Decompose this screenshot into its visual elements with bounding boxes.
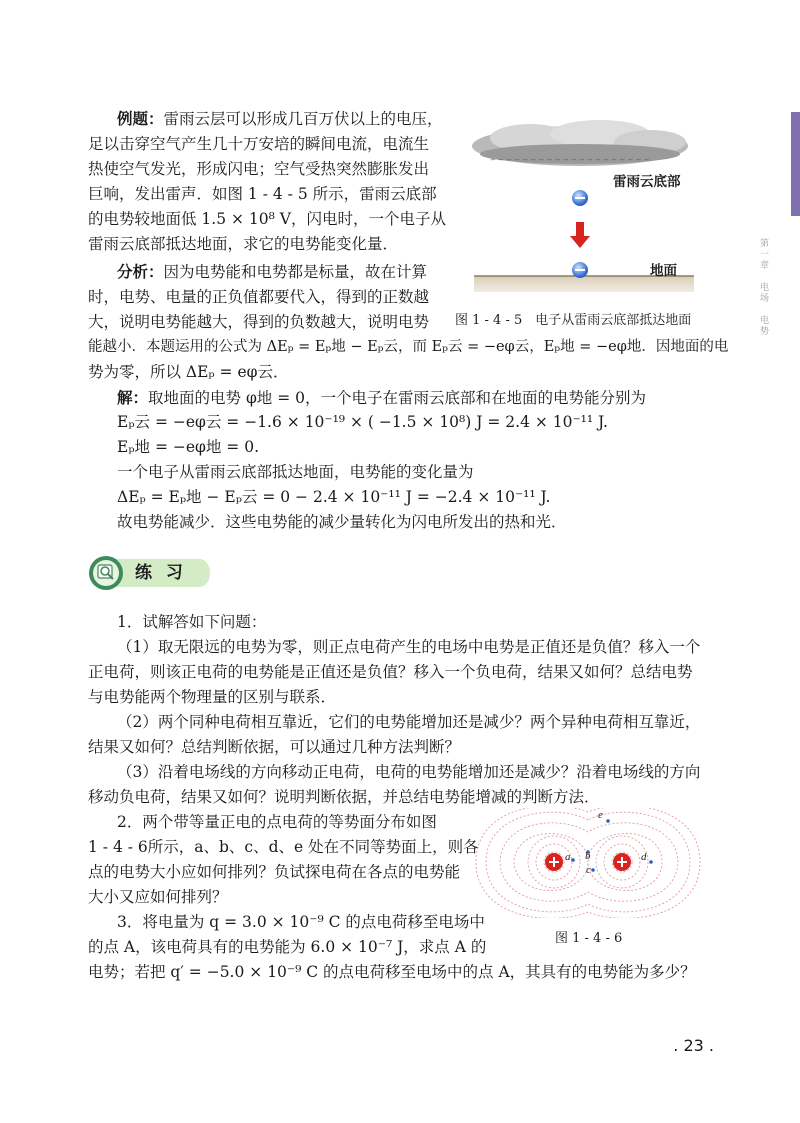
svg-text:− − − − − − − − − − − − − − −: − − − − − − − − − − − − − − − − − − − − bbox=[490, 156, 650, 164]
example-line-6: 雷雨云底部抵达地面，求它的电势能变化量． bbox=[88, 235, 399, 253]
exercise-title: 练 习 bbox=[135, 563, 187, 583]
example-line-2: 足以击穿空气产生几十万安培的瞬间电流，电流生 bbox=[88, 135, 430, 153]
exercise-q2-line3: 点的电势大小应如何排列？负试探电荷在各点的电势能 bbox=[88, 863, 461, 881]
example-line-1: 例题：雷雨云层可以形成几百万伏以上的电压， bbox=[117, 109, 443, 128]
exercise-q2-line4: 大小又应如何排列？ bbox=[88, 888, 228, 906]
chapter-marker-bar bbox=[791, 112, 800, 216]
analysis-line-2: 时，电势、电量的正负值都要代入，得到的正数越 bbox=[88, 288, 430, 306]
solution-line-3: Eₚ地 = −eφ地 = 0. bbox=[117, 438, 259, 456]
exercise-q3-line1: 3．将电量为 q = 3.0 × 10⁻⁹ C 的点电荷移至电场中 bbox=[117, 913, 485, 931]
exercise-q1-1-line1: （1）取无限远的电势为零，则正点电荷产生的电场中电势是正值还是负值？移入一个 bbox=[117, 638, 701, 656]
exercise-q1-2-line1: （2）两个同种电荷相互靠近，它们的电势能增加还是减少？两个异种电荷相互靠近， bbox=[117, 713, 701, 731]
thundercloud bbox=[472, 120, 688, 166]
exercise-q1-3-line2: 移动负电荷，结果又如何？说明判断依据，并总结电势能增减的判断方法． bbox=[88, 788, 600, 806]
positive-charge-right bbox=[613, 853, 631, 871]
exercise-q2-line1: 2．两个带等量正电的点电荷的等势面分布如图 bbox=[117, 813, 437, 831]
analysis-line-4: 能越小．本题运用的公式为 ΔEₚ = Eₚ地 − Eₚ云，而 Eₚ云 = −eφ云，Eₚ地 = −eφ地．因地面的电 bbox=[88, 339, 729, 355]
solution-line-2: Eₚ云 = −eφ云 = −1.6 × 10⁻¹⁹ × ( −1.5 × 10⁸) J = 2.4 × 10⁻¹¹ J. bbox=[117, 413, 608, 431]
point-b-label: b bbox=[585, 850, 591, 862]
exercise-q3-line3: 电势；若把 q′ = −5.0 × 10⁻⁹ C 的点电荷移至电场中的点 A，其具有的电势能为多少？ bbox=[88, 963, 696, 981]
ground-label: 地面 bbox=[650, 263, 677, 279]
exercise-q1: 1．试解答如下问题： bbox=[117, 613, 267, 631]
exercise-q1-1-line2: 正电荷，则该正电荷的电势能是正值还是负值？移入一个负电荷，结果又如何？总结电势 bbox=[88, 663, 693, 681]
solution-line-6: 故电势能减少．这些电势能的减少量转化为闪电所发出的热和光． bbox=[117, 513, 567, 531]
exercise-q1-1-line3: 与电势能两个物理量的区别与联系． bbox=[88, 688, 337, 706]
exercise-q3-line2: 的点 A，该电荷具有的电势能为 6.0 × 10⁻⁷ J，求点 A 的 bbox=[88, 938, 487, 956]
solution-line-5: ΔEₚ = Eₚ地 − Eₚ云 = 0 − 2.4 × 10⁻¹¹ J = −2.4 × 10⁻¹¹ J. bbox=[117, 488, 551, 506]
downward-arrow bbox=[570, 222, 590, 248]
exercise-q1-3-line1: （3）沿着电场线的方向移动正电荷，电荷的电势能增加还是减少？沿着电场线的方向 bbox=[117, 763, 701, 781]
figure-145-caption: 图 1 - 4 - 5 电子从雷雨云底部抵达地面 bbox=[455, 313, 692, 328]
solution-label: 解： bbox=[117, 388, 149, 407]
cloud-base-label: 雷雨云底部 bbox=[613, 174, 681, 190]
analysis-line-1: 分析：因为电势能和电势都是标量，故在计算 bbox=[117, 262, 428, 281]
figure-equipotential bbox=[474, 808, 704, 918]
example-line-3: 热使空气发光，形成闪电；空气受热突然膨胀发出 bbox=[88, 160, 430, 178]
example-line-4: 巨响，发出雷声．如图 1 - 4 - 5 所示，雷雨云底部 bbox=[88, 185, 437, 203]
point-a-label: a bbox=[565, 851, 571, 863]
equipotential-lines bbox=[476, 808, 700, 918]
chapter-sidebar-text: 第一章 电场 电势 bbox=[758, 238, 768, 337]
exercise-q2-line2: 1 - 4 - 6所示，a、b、c、d、e 处在不同等势面上，则各 bbox=[88, 838, 479, 856]
electron-ground bbox=[572, 262, 588, 278]
positive-charge-left bbox=[545, 853, 563, 871]
analysis-line-3: 大，说明电势能越大，得到的负数越大，说明电势 bbox=[88, 313, 430, 331]
point-e-label: e bbox=[598, 809, 603, 821]
electron-top bbox=[572, 190, 588, 206]
figure-146-caption: 图 1 - 4 - 6 bbox=[555, 931, 623, 946]
solution-line-1: 解：取地面的电势 φ地 = 0，一个电子在雷雨云底部和在地面的电势能分别为 bbox=[117, 388, 647, 407]
example-line-5: 的电势较地面低 1.5 × 10⁸ V，闪电时，一个电子从 bbox=[88, 210, 446, 228]
analysis-line-5: 势为零，所以 ΔEₚ = eφ云． bbox=[88, 363, 289, 381]
analysis-label: 分析： bbox=[117, 262, 164, 281]
exercise-q1-2-line2: 结果又如何？总结判断依据，可以通过几种方法判断？ bbox=[88, 738, 461, 756]
page-number: . 23 . bbox=[673, 1036, 714, 1055]
point-c-label: c bbox=[586, 864, 591, 876]
point-d-label: d bbox=[641, 851, 647, 863]
example-label: 例题： bbox=[117, 109, 164, 128]
solution-line-4: 一个电子从雷雨云底部抵达地面，电势能的变化量为 bbox=[117, 463, 474, 481]
